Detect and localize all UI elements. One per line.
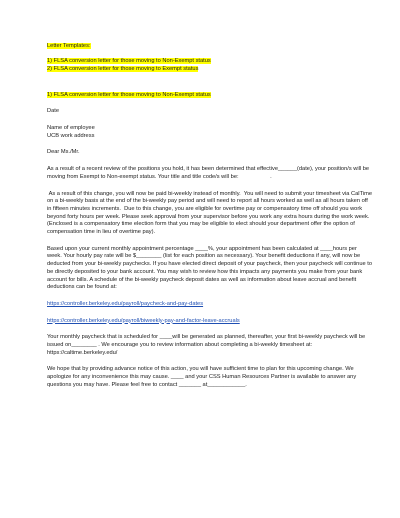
section-title: 1) FLSA conversion letter for those moving to Non-Exempt status <box>47 91 211 98</box>
letter-body <box>47 43 372 390</box>
date-line: Date <box>47 108 60 115</box>
link-biweekly-accruals[interactable]: https://controller.berkeley.edu/payroll/biweekly-pay-and-factor-leave-accruals <box>47 317 240 324</box>
paragraph-pay-schedule: As a result of this change, you will now be paid bi-weekly instead of monthly. You will need to submit your timesheet via CalTime on a bi-weekly basis at the end of the bi-weekly pay period and will need to report all hours worked as well as all hours taken off in fifteen minutes increments. Due to this change, you are eligible for overtime pay or compensatory time off should you work beyond forty hours per week. Please seek approval from your supervisor before you work any extra hours during the work week. (Enclosed is a compensatory time election form that you may be eligible to elect should your department offer the option of compensation time in lieu of overtime pay). <box>47 190 374 236</box>
template-item-1: 1) FLSA conversion letter for those moving to Non-Exempt status <box>47 58 211 65</box>
templates-title: Letter Templates: <box>47 43 91 49</box>
paragraph-status-change: As a result of a recent review of the positions you hold, it has been determined that effective______(date), your position/s will be moving from Exempt to Non-exempt status. Your title and title code/s will be: . <box>47 166 371 180</box>
link-paycheck-dates[interactable]: https://controller.berkeley.edu/payroll/paycheck-and-pay-dates <box>47 300 204 307</box>
work-address-line: UCB work address <box>47 132 95 139</box>
paragraph-hourly-rate: Based upon your current monthly appointment percentage ____%, your appointment has been calculated at ____hours per week. Your hourly pay rate will be $________ (list for each position as necessary). Your benefit deductions if any, will now be deducted from your bi-weekly paychecks. If you have elected direct deposit of your paycheck, then your paycheck will continue to be directly deposited to your bank account. You may wish to review how this impacts any payments you make from your bank account for bills. A schedule of the bi-weekly paycheck deposit dates as well as information about leave accrual and benefit deductions can be found at: <box>47 245 372 291</box>
paragraph-closing: We hope that by providing advance notice of this action, you will have sufficient time to plan for this upcoming change. We apologize for any inconvenience this may cause. ____ and your CSS Human Resources Partner is available to answer any questions you may have. Please feel free to contact _______ at____________. <box>47 366 357 388</box>
salutation: Dear Ms./Mr. <box>47 149 80 156</box>
paragraph-first-paycheck: Your monthly paycheck that is scheduled for ____will be generated as planned, thereafter, your first bi-weekly paycheck will be issued on________ . We encourage you to review information about completing a bi-weekly timesheet at: https://caltime.berkeley.edu/ <box>47 334 366 356</box>
template-item-2: 2) FLSA conversion letter for those moving to Exempt status <box>47 65 199 72</box>
employee-name-line: Name of employee <box>47 125 95 132</box>
